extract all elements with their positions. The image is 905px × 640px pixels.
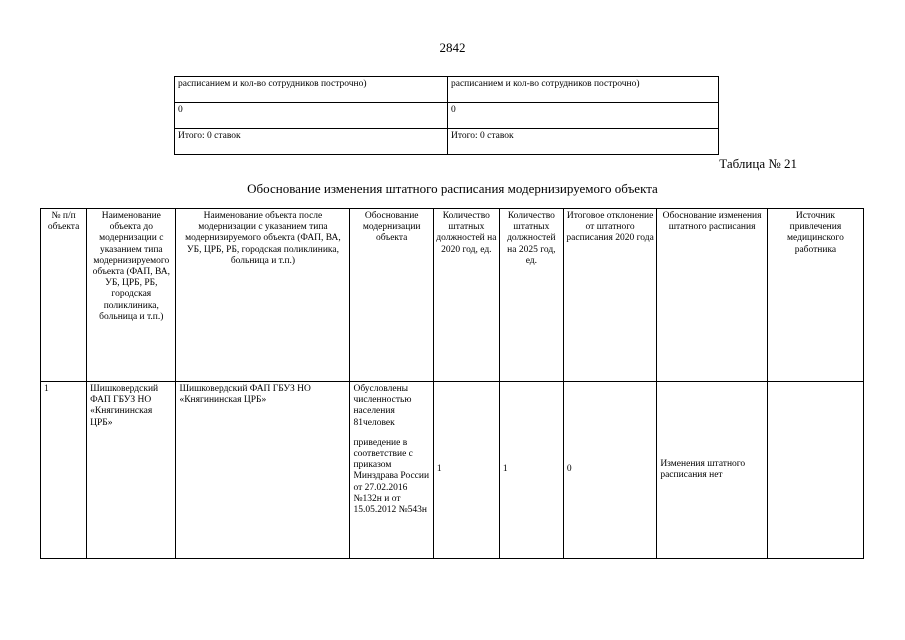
column-header-deviation: Итоговое отклонение от штатного расписания 2020 года <box>563 209 656 382</box>
column-header-number: № п/п объекта <box>41 209 87 382</box>
staffing-justification-table <box>40 208 864 559</box>
column-header-count-2025: Количество штатных должностей на 2025 год, ед. <box>499 209 563 382</box>
table-cell: 0 <box>175 103 448 129</box>
cell-count-2025: 1 <box>499 382 563 559</box>
cell-deviation: 0 <box>563 382 656 559</box>
table-row <box>175 129 719 155</box>
page-number: 2842 <box>439 40 466 55</box>
column-header-count-2020: Количество штатных должностей на 2020 год, ед. <box>433 209 499 382</box>
table-cell: 0 <box>448 103 719 129</box>
table-title: Обоснование изменения штатного расписания модернизируемого объекта <box>247 181 658 196</box>
cell-change-reason: Изменения штатного расписания нет <box>657 382 768 559</box>
cell-number: 1 <box>41 382 87 559</box>
cell-before: Шишковердский ФАП ГБУЗ НО «Княгининская ЦРБ» <box>87 382 176 559</box>
table-row <box>175 77 719 103</box>
table-cell: Итого: 0 ставок <box>175 129 448 155</box>
column-header-before: Наименование объекта до модернизации с указанием типа модернизируемого объекта (ФАП, ВА, УБ, ЦРБ, РБ, городская поликлиника, больница и т.п.) <box>87 209 176 382</box>
cell-count-2020: 1 <box>433 382 499 559</box>
table-cell: Итого: 0 ставок <box>448 129 719 155</box>
cell-after: Шишковердский ФАП ГБУЗ НО «Княгининская ЦРБ» <box>176 382 350 559</box>
table-number: Таблица № 21 <box>719 156 797 171</box>
cell-justification <box>350 382 433 559</box>
table-cell: расписанием и кол-во сотрудников построчно) <box>448 77 719 103</box>
column-header-change-reason: Обоснование изменения штатного расписания <box>657 209 768 382</box>
continuation-table <box>174 76 719 155</box>
table-row <box>41 382 864 559</box>
header-row <box>41 209 864 382</box>
column-header-justification: Обоснование модернизации объекта <box>350 209 433 382</box>
table-cell: расписанием и кол-во сотрудников построчно) <box>175 77 448 103</box>
table-row <box>175 103 719 129</box>
column-header-source: Источник привлечения медицинского работника <box>767 209 863 382</box>
cell-source <box>767 382 863 559</box>
justification-population: Обусловлены численностью населения 81человек <box>353 384 412 428</box>
column-header-after: Наименование объекта после модернизации с указанием типа модернизируемого объекта (ФАП, ВА, УБ, ЦРБ, РБ, городская поликлиника, больница и т.п.) <box>176 209 350 382</box>
justification-order: приведение в соответствие с приказом Минздрава России от 27.02.2016 №132н и от 15.05.2012 №543н <box>353 437 430 516</box>
